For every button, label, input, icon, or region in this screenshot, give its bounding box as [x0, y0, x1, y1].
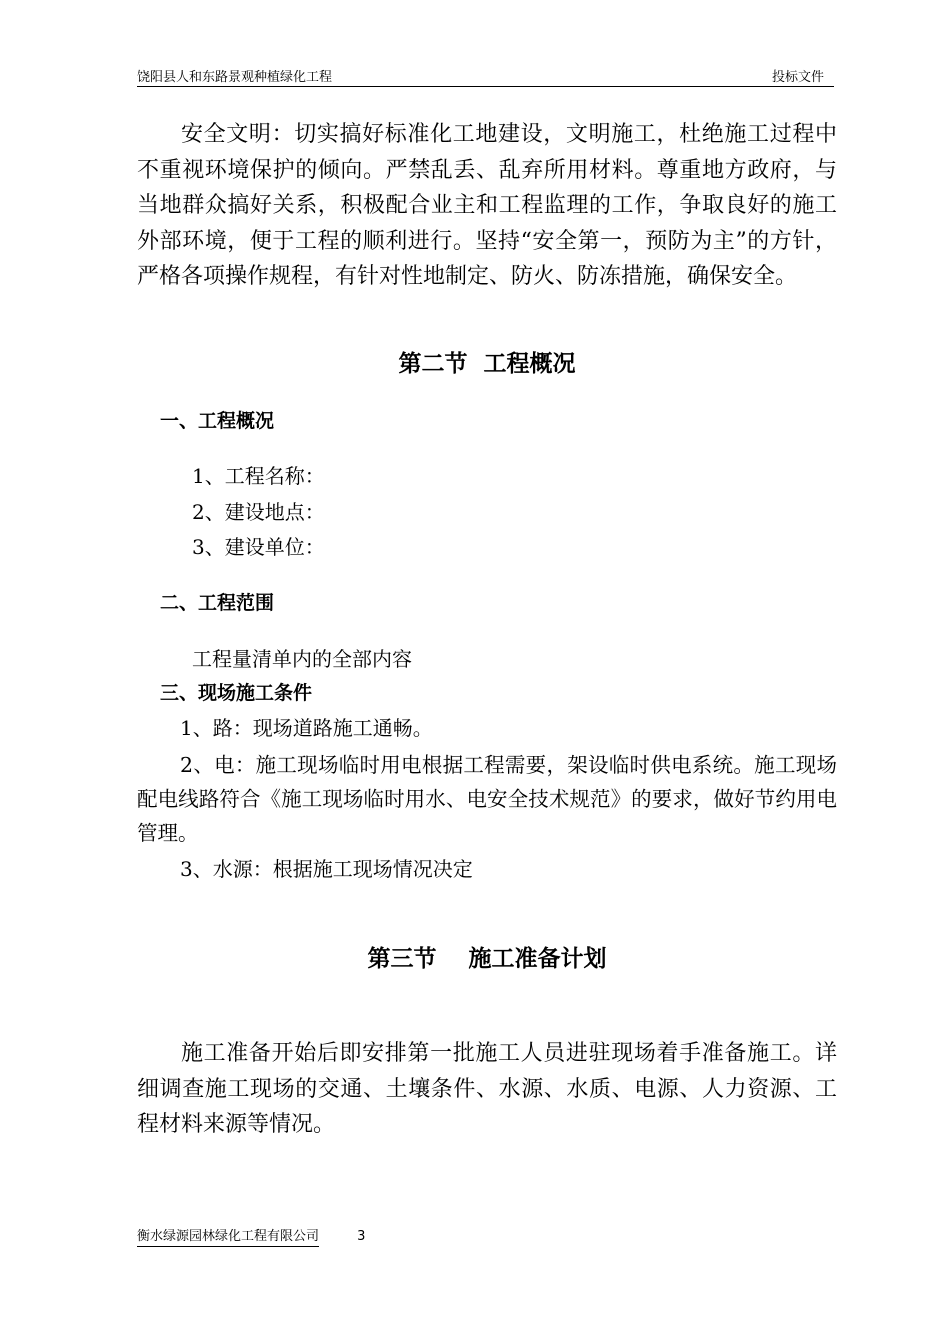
condition-power: 2、电：施工现场临时用电根据工程需要，架设临时供电系统。施工现场配电线路符合《施工现场临时用水、电安全技术规范》的要求，做好节约用电管理。	[137, 753, 837, 845]
condition-water: 3、水源：根据施工现场情况决定	[180, 857, 473, 881]
intro-paragraph: 安全文明：切实搞好标准化工地建设，文明施工，杜绝施工过程中不重视环境保护的倾向。严禁乱丢、乱弃所用材料。尊重地方政府，与当地群众搞好关系，积极配合业主和工程监理的工作，争取良好的施工外部环境，便于工程的顺利进行。坚持“安全第一，预防为主”的方针，严格各项操作规程，有针对性地制定、防火、防冻措施，确保安全。	[137, 122, 837, 289]
header-doc-type: 投标文件	[771, 70, 824, 85]
page-number: 3	[357, 1229, 366, 1244]
section-3-title: 第三节 施工准备计划	[367, 946, 607, 972]
header-project-name: 饶阳县人和东路景观种植绿化工程	[137, 70, 333, 85]
subsection-2-title: 二、工程范围	[160, 592, 275, 614]
footer-company: 衡水绿源园林绿化工程有限公司	[137, 1229, 319, 1247]
section-3-paragraph: 施工准备开始后即安排第一批施工人员进驻现场着手准备施工。详细调查施工现场的交通、土壤条件、水源、水质、电源、人力资源、工程材料来源等情况。	[137, 1041, 837, 1137]
subsection-1-title: 一、工程概况	[160, 410, 275, 432]
scope-text: 工程量清单内的全部内容	[192, 647, 412, 671]
subsection-3-title: 三、现场施工条件	[160, 682, 313, 704]
project-owner-item: 3、建设单位：	[192, 535, 325, 559]
page-header	[137, 66, 834, 87]
section-2-title: 第二节 工程概况	[398, 351, 576, 377]
project-name-item: 1、工程名称：	[192, 464, 325, 488]
page-footer	[137, 1225, 365, 1244]
project-location-item: 2、建设地点：	[192, 500, 325, 524]
condition-road: 1、路：现场道路施工通畅。	[180, 716, 433, 740]
